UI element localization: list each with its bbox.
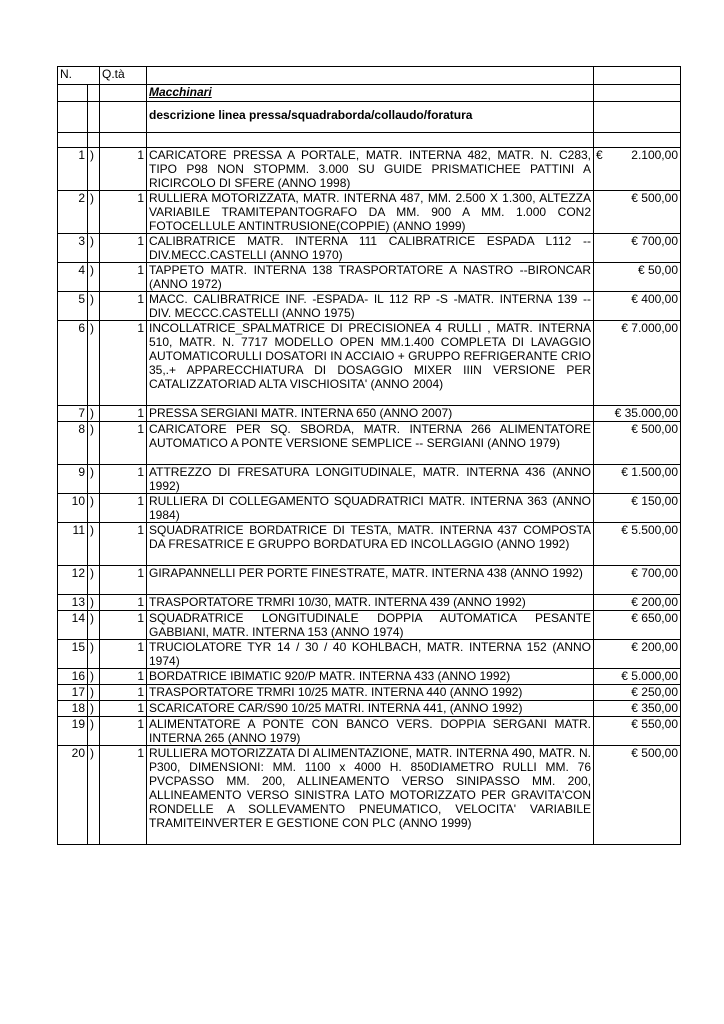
item-value: [594, 746, 681, 845]
item-amount: € 500,00: [631, 191, 678, 205]
item-quantity: 1: [100, 611, 147, 640]
item-description: TAPPETO MATR. INTERNA 138 TRASPORTATORE A NASTRO --BIRONCAR (ANNO 1972): [147, 263, 594, 292]
table-row: [58, 746, 681, 845]
item-description: SCARICATORE CAR/S90 10/25 MATRI. INTERNA 441, (ANNO 1992): [147, 701, 594, 717]
table-row: [58, 566, 681, 595]
item-quantity: 1: [100, 321, 147, 406]
item-amount: € 5.000,00: [621, 669, 678, 683]
item-value: [594, 234, 681, 263]
item-number: 4: [58, 263, 88, 292]
item-value: [594, 191, 681, 234]
item-paren: ): [88, 640, 100, 669]
item-paren: ): [88, 234, 100, 263]
item-quantity: 1: [100, 494, 147, 523]
item-number: 7: [58, 406, 88, 422]
item-value: [594, 494, 681, 523]
item-number: 9: [58, 465, 88, 494]
item-value: [594, 640, 681, 669]
item-description: BORDATRICE IBIMATIC 920/P MATR. INTERNA 433 (ANNO 1992): [147, 669, 594, 685]
item-paren: ): [88, 701, 100, 717]
item-quantity: 1: [100, 595, 147, 611]
item-amount: € 550,00: [631, 717, 678, 731]
item-quantity: 1: [100, 234, 147, 263]
item-description: TRUCIOLATORE TYR 14 / 30 / 40 KOHLBACH, MATR. INTERNA 152 (ANNO 1974): [147, 640, 594, 669]
item-value: [594, 148, 681, 191]
item-number: 20: [58, 746, 88, 845]
table-row: [58, 595, 681, 611]
item-quantity: 1: [100, 406, 147, 422]
header-qty: Q.tà: [100, 67, 147, 85]
item-paren: ): [88, 566, 100, 595]
item-number: 11: [58, 523, 88, 566]
item-number: 10: [58, 494, 88, 523]
item-paren: ): [88, 422, 100, 465]
item-quantity: 1: [100, 717, 147, 746]
item-quantity: 1: [100, 566, 147, 595]
item-quantity: 1: [100, 685, 147, 701]
item-amount: € 400,00: [631, 292, 678, 306]
item-description: INCOLLATRICE_SPALMATRICE DI PRECISIONEA 4 RULLI , MATR. INTERNA 510, MATR. N. 7717 MODELLO OPEN MM.1.400 COMPLETA DI LAVAGGIO AUTOMATICORULLI DOSATORI IN ACCIAIO + GRUPPO REFRIGERANTE CRIO 35,.+ APPARECCHIATURA DI DOSAGGIO MIXER IIIN VERSIONE PER CATALIZZATORIAD ALTA VISCHIOSITA' (ANNO 2004): [147, 321, 594, 406]
item-description: GIRAPANNELLI PER PORTE FINESTRATE, MATR. INTERNA 438 (ANNO 1992): [147, 566, 594, 595]
item-paren: ): [88, 406, 100, 422]
item-value: [594, 595, 681, 611]
item-amount: € 5.500,00: [621, 523, 678, 537]
item-value: [594, 611, 681, 640]
item-number: 14: [58, 611, 88, 640]
item-value: [594, 292, 681, 321]
table-row: [58, 685, 681, 701]
item-paren: ): [88, 263, 100, 292]
table-row: [58, 669, 681, 685]
item-value: [594, 406, 681, 422]
item-value: [594, 321, 681, 406]
item-quantity: 1: [100, 292, 147, 321]
item-number: 8: [58, 422, 88, 465]
item-value: [594, 566, 681, 595]
item-quantity: 1: [100, 523, 147, 566]
header-row: [58, 67, 681, 85]
item-amount: € 1.500,00: [621, 465, 678, 479]
item-value: [594, 422, 681, 465]
item-paren: ): [88, 523, 100, 566]
item-amount: € 500,00: [631, 422, 678, 436]
item-paren: ): [88, 685, 100, 701]
item-currency: €: [596, 148, 603, 162]
inventory-table: [57, 66, 681, 845]
item-number: 6: [58, 321, 88, 406]
table-row: [58, 611, 681, 640]
item-quantity: 1: [100, 191, 147, 234]
item-amount: 2.100,00: [631, 148, 678, 162]
item-number: 3: [58, 234, 88, 263]
item-paren: ): [88, 611, 100, 640]
table-row: [58, 717, 681, 746]
item-description: CARICATORE PER SQ. SBORDA, MATR. INTERNA 266 ALIMENTATORE AUTOMATICO A PONTE VERSIONE SEMPLICE -- SERGIANI (ANNO 1979): [147, 422, 594, 465]
item-description: CARICATORE PRESSA A PORTALE, MATR. INTERNA 482, MATR. N. C283, TIPO P98 NON STOPMM. 3.000 SU GUIDE PRISMATICHEE PATTINI A RICIRCOLO DI SFERE (ANNO 1998): [147, 148, 594, 191]
item-value: [594, 465, 681, 494]
item-amount: € 150,00: [631, 494, 678, 508]
item-value: [594, 263, 681, 292]
item-number: 19: [58, 717, 88, 746]
item-description: RULLIERA MOTORIZZATA, MATR. INTERNA 487, MM. 2.500 X 1.300, ALTEZZA VARIABILE TRAMITEPANTOGRAFO DA MM. 900 A MM. 1.000 CON2 FOTOCELLULE ANTINTRUSIONE(COPPIE) (ANNO 1999): [147, 191, 594, 234]
item-quantity: 1: [100, 465, 147, 494]
header-n: N.: [58, 67, 100, 85]
item-description: MACC. CALIBRATRICE INF. -ESPADA- IL 112 RP -S -MATR. INTERNA 139 -- DIV. MECCC.CASTELLI (ANNO 1975): [147, 292, 594, 321]
item-number: 18: [58, 701, 88, 717]
item-paren: ): [88, 746, 100, 845]
table-row: [58, 321, 681, 406]
table-row: [58, 148, 681, 191]
item-amount: € 650,00: [631, 611, 678, 625]
item-value: [594, 701, 681, 717]
item-amount: € 500,00: [631, 746, 678, 760]
item-quantity: 1: [100, 640, 147, 669]
item-amount: € 700,00: [631, 566, 678, 580]
item-quantity: 1: [100, 422, 147, 465]
item-amount: € 700,00: [631, 234, 678, 248]
item-number: 16: [58, 669, 88, 685]
item-paren: ): [88, 191, 100, 234]
item-amount: € 350,00: [631, 701, 678, 715]
table-row: [58, 422, 681, 465]
item-quantity: 1: [100, 669, 147, 685]
item-quantity: 1: [100, 701, 147, 717]
item-paren: ): [88, 292, 100, 321]
subtitle: descrizione linea pressa/squadraborda/collaudo/foratura: [147, 102, 594, 133]
table-row: [58, 701, 681, 717]
item-description: ALIMENTATORE A PONTE CON BANCO VERS. DOPPIA SERGANI MATR. INTERNA 265 (ANNO 1979): [147, 717, 594, 746]
item-description: PRESSA SERGIANI MATR. INTERNA 650 (ANNO 2007): [147, 406, 594, 422]
item-paren: ): [88, 669, 100, 685]
item-description: SQUADRATRICE LONGITUDINALE DOPPIA AUTOMATICA PESANTE GABBIANI, MATR. INTERNA 153 (ANNO 1974): [147, 611, 594, 640]
item-value: [594, 685, 681, 701]
section-row: [58, 85, 681, 102]
table-row: [58, 523, 681, 566]
item-number: 5: [58, 292, 88, 321]
item-description: RULLIERA MOTORIZZATA DI ALIMENTAZIONE, MATR. INTERNA 490, MATR. N. P300, DIMENSIONI: MM. 1100 x 4000 H. 850DIAMETRO RULLI MM. 76 PVCPASSO MM. 200, ALLINEAMENTO VERSO SINIPASSO MM. 200, ALLINEAMENTO VERSO SINISTRA LATO MOTORIZZATO PER GRAVITA'CON RONDELLE A SOLLEVAMENTO PNEUMATICO, VELOCITA' VARIABILE TRAMITEINVERTER E GESTIONE CON PLC (ANNO 1999): [147, 746, 594, 845]
item-description: TRASPORTATORE TRMRI 10/30, MATR. INTERNA 439 (ANNO 1992): [147, 595, 594, 611]
item-quantity: 1: [100, 148, 147, 191]
item-paren: ): [88, 494, 100, 523]
item-number: 15: [58, 640, 88, 669]
item-amount: € 200,00: [631, 640, 678, 654]
item-paren: ): [88, 148, 100, 191]
item-description: SQUADRATRICE BORDATRICE DI TESTA, MATR. INTERNA 437 COMPOSTA DA FRESATRICE E GRUPPO BORDATURA ED INCOLLAGGIO (ANNO 1992): [147, 523, 594, 566]
item-paren: ): [88, 717, 100, 746]
item-value: [594, 717, 681, 746]
item-number: 17: [58, 685, 88, 701]
item-paren: ): [88, 595, 100, 611]
item-number: 2: [58, 191, 88, 234]
item-number: 1: [58, 148, 88, 191]
item-description: CALIBRATRICE MATR. INTERNA 111 CALIBRATRICE ESPADA L112 -- DIV.MECC.CASTELLI (ANNO 1970): [147, 234, 594, 263]
item-quantity: 1: [100, 746, 147, 845]
item-value: [594, 669, 681, 685]
table-row: [58, 640, 681, 669]
item-paren: ): [88, 465, 100, 494]
item-amount: € 250,00: [631, 685, 678, 699]
section-title: Macchinari: [147, 85, 594, 102]
item-description: RULLIERA DI COLLEGAMENTO SQUADRATRICI MATR. INTERNA 363 (ANNO 1984): [147, 494, 594, 523]
item-description: TRASPORTATORE TRMRI 10/25 MATR. INTERNA 440 (ANNO 1992): [147, 685, 594, 701]
item-description: ATTREZZO DI FRESATURA LONGITUDINALE, MATR. INTERNA 436 (ANNO 1992): [147, 465, 594, 494]
table-row: [58, 292, 681, 321]
table-row: [58, 263, 681, 292]
item-number: 12: [58, 566, 88, 595]
item-paren: ): [88, 321, 100, 406]
item-quantity: 1: [100, 263, 147, 292]
spacer-row: [58, 133, 681, 148]
table-row: [58, 191, 681, 234]
item-amount: € 35.000,00: [614, 406, 678, 420]
item-amount: € 50,00: [637, 263, 678, 277]
item-amount: € 200,00: [631, 595, 678, 609]
subtitle-row: [58, 102, 681, 133]
table-row: [58, 406, 681, 422]
item-number: 13: [58, 595, 88, 611]
table-row: [58, 494, 681, 523]
item-value: [594, 523, 681, 566]
table-row: [58, 465, 681, 494]
item-amount: € 7.000,00: [621, 321, 678, 335]
table-row: [58, 234, 681, 263]
